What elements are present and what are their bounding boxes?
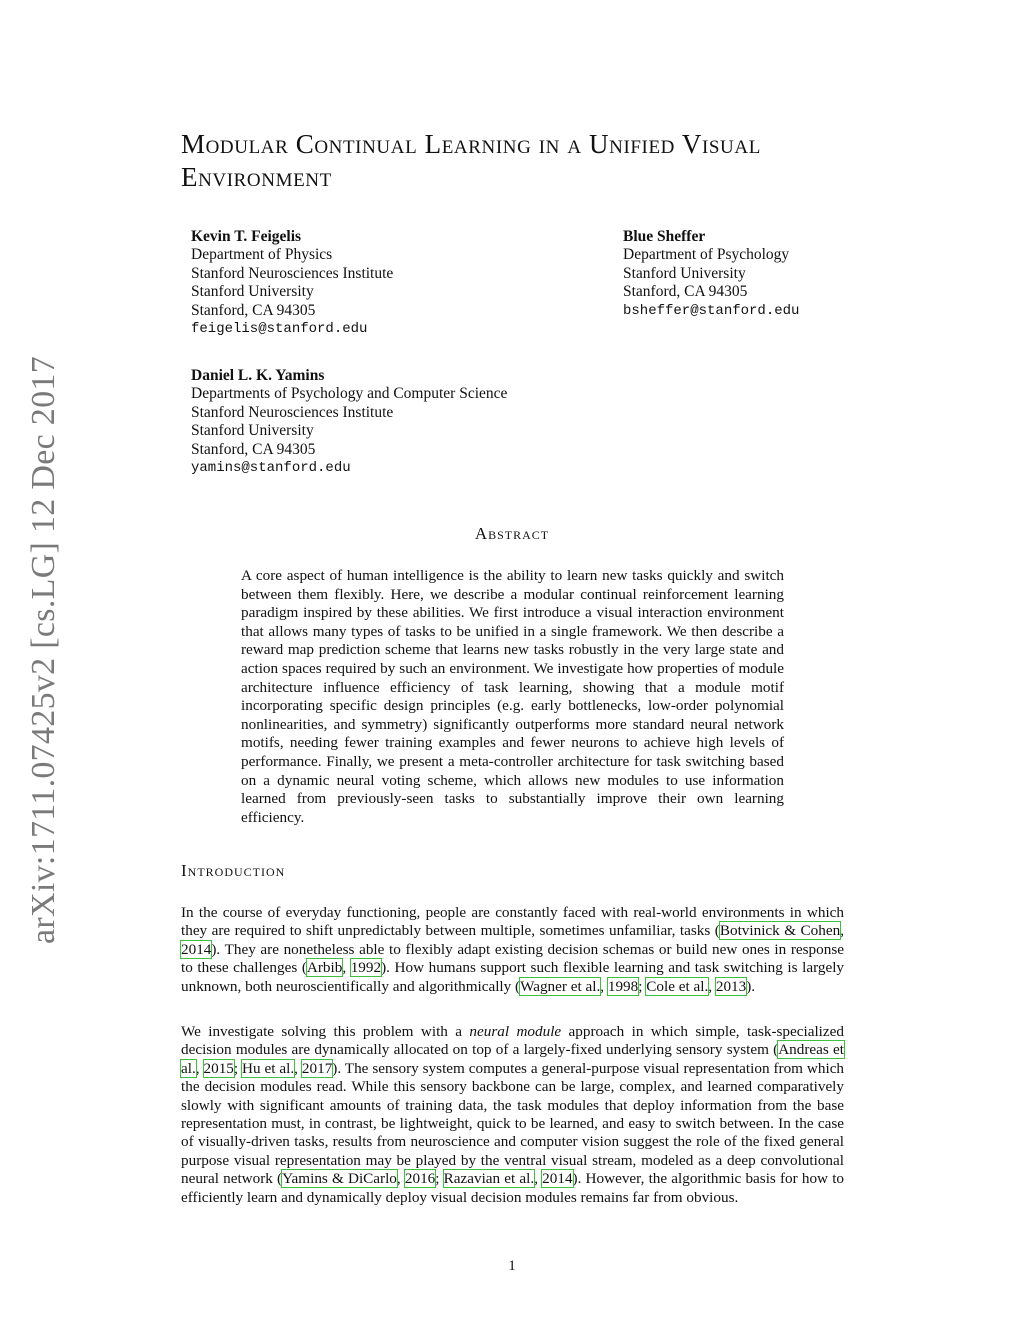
citation-link[interactable]: Arbib <box>306 959 343 977</box>
citation-link[interactable]: 2015 <box>203 1059 234 1077</box>
author-name: Daniel L. K. Yamins <box>191 367 325 384</box>
author-name: Kevin T. Feigelis <box>191 228 302 245</box>
author-block <box>191 228 393 338</box>
author-email: bsheffer@stanford.edu <box>623 302 800 319</box>
author-email: yamins@stanford.edu <box>191 460 351 477</box>
introduction-heading: Introduction <box>181 861 286 880</box>
citation-link[interactable]: Hu et al. <box>242 1059 295 1077</box>
paragraph-text: , <box>396 1170 405 1188</box>
citation-link[interactable]: Razavian et al. <box>443 1170 535 1188</box>
author-affiliation: Stanford, CA 94305 <box>191 301 316 319</box>
author-affiliation: Stanford, CA 94305 <box>191 440 316 458</box>
author-affiliation: Departments of Psychology and Computer Science <box>191 385 508 403</box>
author-affiliation: Department of Psychology <box>623 246 790 264</box>
author-affiliation: Stanford, CA 94305 <box>623 283 748 301</box>
paragraph-text: ). However, the algorithmic basis for how to efficiently learn and dynamically deploy visual decision modules remains far from obvious. <box>181 1170 845 1206</box>
citation-link[interactable]: 2016 <box>404 1170 436 1188</box>
citation-link[interactable]: 1998 <box>607 977 639 995</box>
page-number: 1 <box>508 1258 516 1274</box>
abstract-text: A core aspect of human intelligence is the ability to learn new tasks quickly and switch between them flexibly. Here, we describe a modular continual reinforcement learning paradigm inspired by these abilities. We first introduce a visual interaction environment that allows many types of tasks to be unified in a single framework. We then describe a reward map prediction scheme that learns new tasks robustly in the very large state and action spaces required by such an environment. We investigate how properties of module architecture influence efficiency of task learning, showing that a module motif incorporating specific design principles (e.g. early bottlenecks, low-order polynomial nonlinearities, and symmetry) significantly outperforms more standard neural network motifs, needing fewer training examples and fewer neurons to achieve high levels of performance. Finally, we present a meta-controller architecture for task switching based on a dynamic neural voting scheme, which allows new modules to use information learned from previously-seen tasks to substantially improve their own learning efficiency. <box>241 567 784 826</box>
author-affiliation: Stanford Neurosciences Institute <box>191 264 394 282</box>
author-affiliation: Department of Physics <box>191 246 333 264</box>
citation-link[interactable]: 2013 <box>715 977 747 995</box>
paragraph-text: , <box>342 959 351 977</box>
author-affiliation: Stanford University <box>191 422 314 440</box>
paragraph-text: , <box>534 1170 543 1188</box>
arxiv-stamp: arXiv:1711.07425v2 [cs.LG] 12 Dec 2017 <box>25 355 62 945</box>
citation-link[interactable]: 2014 <box>542 1170 573 1188</box>
paragraph-text: , <box>195 1059 204 1077</box>
paragraph-text: , <box>600 977 608 995</box>
paragraph-text: ). The sensory system computes a general-purpose visual representation from which the decision modules read. While this sensory backbone can be large, complex, and learned comparatively slowly with significant amounts of training data, the task modules that deploy information from the base representation must, in contrast, be lightweight, quick to be learned, and easy to switch between. In the case of visually-driven tasks, results from neuroscience and computer vision suggest the role of the fixed general purpose visual representation may be played by the ventral visual stream, modeled as a deep convolutional neural network ( <box>181 1059 845 1188</box>
author-affiliation: Stanford Neurosciences Institute <box>191 403 394 421</box>
citation-link[interactable]: 2014 <box>181 940 212 958</box>
introduction-paragraph <box>181 904 844 996</box>
paragraph-text: , <box>294 1059 302 1077</box>
citation-link[interactable]: 1992 <box>350 959 382 977</box>
paragraph-text: ; <box>233 1059 243 1077</box>
author-name: Blue Sheffer <box>623 228 706 245</box>
citation-link[interactable]: 2017 <box>301 1059 333 1077</box>
author-block <box>623 228 799 320</box>
paragraph-text: ). How humans support such flexible learning and task switching is largely unknown, both neuroscientifically and algorithmically ( <box>181 959 845 995</box>
paragraph-text: We investigate solving this problem with a <box>181 1023 470 1040</box>
citation-link[interactable]: Yamins & DiCarlo <box>282 1170 397 1188</box>
citation-link[interactable]: Botvinick & Cohen <box>719 922 841 940</box>
author-email: feigelis@stanford.edu <box>191 321 368 338</box>
introduction-paragraph <box>181 1023 844 1207</box>
paragraph-text: , <box>708 977 716 995</box>
paragraph-text: , <box>840 922 844 940</box>
author-affiliation: Stanford University <box>191 283 314 301</box>
citation-link[interactable]: Wagner et al. <box>520 977 601 995</box>
author-block <box>191 367 507 477</box>
emphasis-text: neural module <box>469 1023 562 1040</box>
paragraph-text: ; <box>638 977 647 995</box>
paragraph-text: approach in which simple, task-specialized decision modules are dynamically allocated on top of a largely-fixed underlying sensory system ( <box>181 1023 844 1059</box>
citation-link[interactable]: Andreas et al. <box>181 1041 844 1077</box>
paragraph-text: ; <box>435 1170 444 1188</box>
paragraph-text: ). <box>746 977 756 995</box>
author-affiliation: Stanford University <box>623 264 746 282</box>
paper-title: Modular Continual Learning in a Unified Visual Environment <box>181 129 761 192</box>
paragraph-text: ). They are nonetheless able to flexibly adapt existing decision schemas or build new ones in response to these challenges ( <box>181 940 844 977</box>
citation-link[interactable]: Cole et al. <box>646 977 709 995</box>
abstract-heading: Abstract <box>474 524 550 543</box>
paragraph-text: In the course of everyday functioning, people are constantly faced with real-world environments in which they are required to shift unpredictably between multiple, sometimes unfamiliar, tasks ( <box>181 904 844 940</box>
